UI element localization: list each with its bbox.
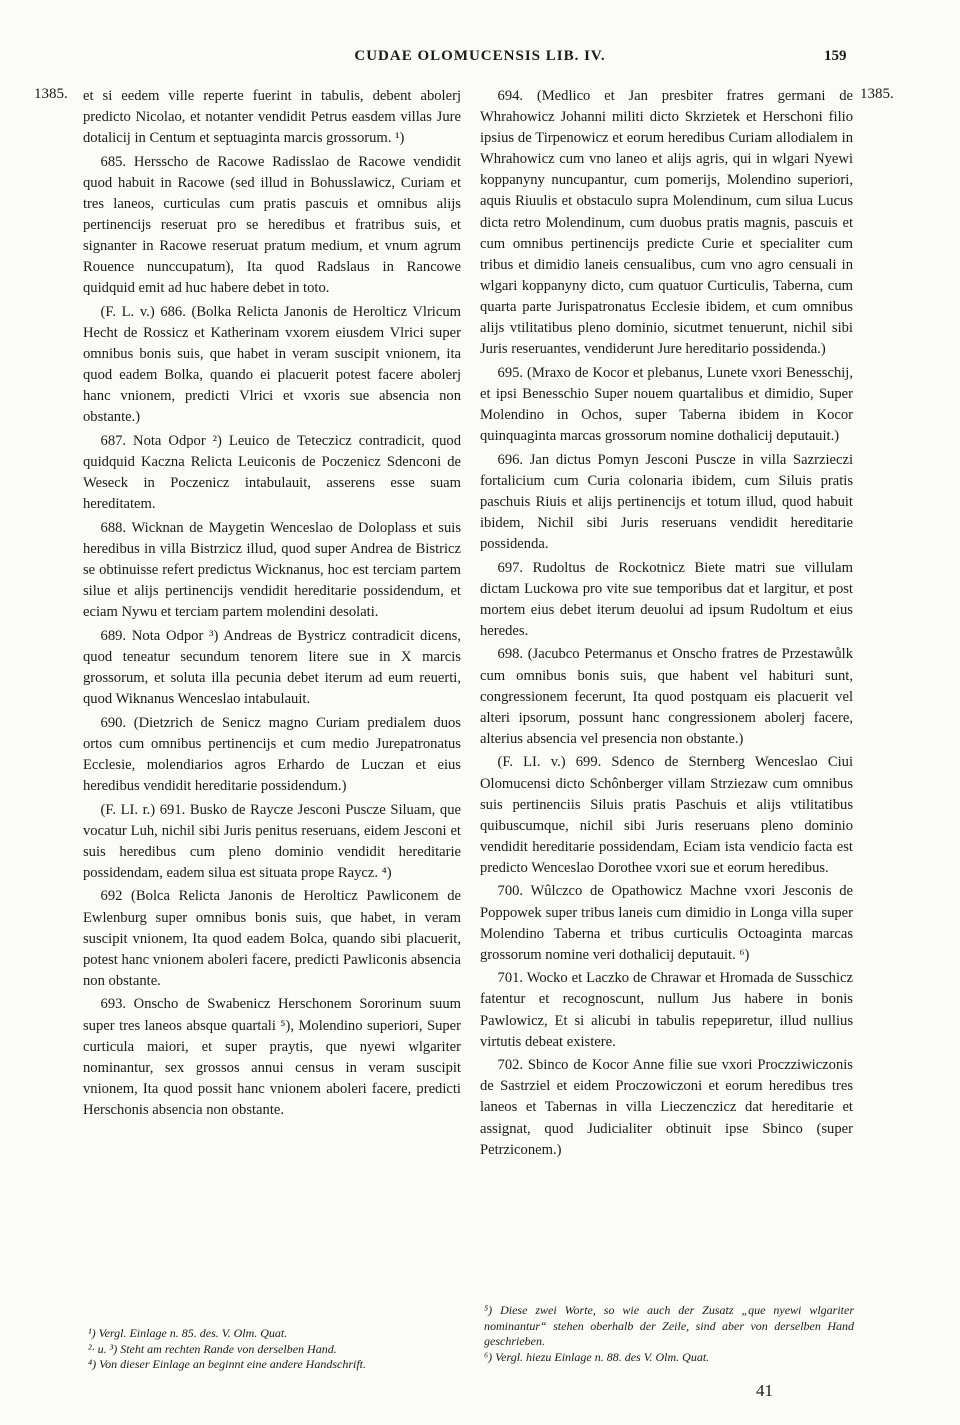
entry-paragraph: (F. LI. v.) 699. Sdenco de Sternberg Wenceslao Ciui Olomucensi dicto Schônberger villam Strziezaw cum omnibus suis pertinenciis Siluis pratis Paschuis et alijs vtilitatibus quibuscumque, nichil sibi Juris reseruans pleno dominio vendidit hereditarie possidendam, Eciam ista vendicio facta est predicto Wenceslao Dorothee vxori sue et eorum heredibus. <box>480 754 853 876</box>
footnote: ⁴) Von dieser Einlage an beginnt eine andere Handschrift. <box>88 1357 367 1371</box>
entry-paragraph: 701. Wocko et Laczko de Chrawar et Hromada de Susschicz fatentur et recognoscunt, nullum Jus habere in bonis Pawlowicz, Et si alicubi in tabulis repериretur, illud nullius virtutis debeat existere. <box>480 970 853 1050</box>
entry-paragraph: 700. Wûlczco de Opathowicz Machne vxori Jesconis de Poppowek super tribus laneis cum dimidio in Longa villa super Molendino Taberna et tribus curticulis Octoaginta marcas grossorum nomine veri dothalicij deputauit. ⁶) <box>480 883 853 963</box>
entry-paragraph: 692 (Bolca Relicta Janonis de Herolticz Pawliconem de Ewlenburg super omnibus bonis suis, que habet, in veram suscipit vnionem, Ita quod eadem Bolca, quando sibi placuerit, potest hanc vnionem aboleri facere, predicti Pawliconis absencia non obstante. <box>83 888 461 989</box>
entry-paragraph: (F. L. v.) 686. (Bolka Relicta Janonis de Herolticz Vlricum Hecht de Rossicz et Katherinam vxorem eiusdem Vlrici super omnibus bonis suis, que habet in veram suscipit vnionem, ita quod eadem Bolka, quando ei placuerit potest facere abolerj hanc vnionem, predicti Vlrici et vxoris sue absencia non obstante.) <box>83 303 461 426</box>
footnotes-left <box>88 1326 463 1373</box>
entry-paragraph: 689. Nota Odpor ³) Andreas de Bystricz contradicit dicens, quod teneatur secundum tenorem litere sue in X marcis grossorum, et soluta illa pecunia debet iterum ad eum reuerti, quod Wiknanus Wenceslao intabulauit. <box>83 627 461 708</box>
entry-paragraph: 697. Rudoltus de Rockotnicz Biete matri sue villulam dictam Luckowa pro vite sue temporibus dat et largitur, et post mortem eius debet iterum deuolui ad ipsum Rudoltum et eius heredes. <box>480 559 853 639</box>
right-column <box>480 86 853 1163</box>
page-number: 159 <box>824 48 847 64</box>
entry-paragraph: 685. Hersscho de Racowe Radisslao de Racowe vendidit quod habuit in Racowe (sed illud in Bohusslawicz, Curiam et tres laneos, curticulas cum pratis pascuis et omnibus alijs pertinencijs reseruat pro se heredibus et fratribus suis, et signanter in Racowe reseruat pratum medium, et vnum agrum Rouence nunccupatum), Ita quod Radslaus in Rancowe quidquid emit ad huc habere debet in toto. <box>83 153 461 297</box>
entry-paragraph: 687. Nota Odpor ²) Leuico de Teteczicz contradicit, quod quidquid Kaczna Relicta Leuiconis de Poczenicz Sdenconi de Weseck in Poczenicz intabulauit, asserens esse suam hereditatem. <box>83 433 461 513</box>
entry-paragraph: 694. (Medlico et Jan presbiter fratres germani de Whrahowicz Johanni militi dicto Skrzietek et Herschoni filio ipsius de Tirpenowicz et eorum heredibus Curiam allodialem in Whrahowicz cum vno laneo et alijs agris, qui in wlgari Nyewi koppanyny nuncupantur, cum pomerijs, Molendino superiori, aquis Riuulis et obstaculo supra Molendinum, cum silua Lucus dicta retro Molendinum, cum duobus pratis magnis, pascuis et cum omnibus pertinencijs predicte Curie et specialiter cum tribus et dimidio laneis censualibus, cum vno agro censuali in wlgari koppanyny dicto, cum quatuor Curticulis, Taberna, cum quarta parte Jurispatronatus Ecclesie ibidem, et cum omnibus alijs vtilitatibus pleno dominio, sicutmet tenuerunt, nichil sibi Juris reseruantes, vendiderunt Jure hereditario possidenda.) <box>480 88 853 358</box>
entry-paragraph: 690. (Dietzrich de Senicz magno Curiam predialem duos ortos cum omnibus pertinencijs et cum medio Jurepatronatus Ecclesie, molendiarios agros Erhardo de Luczan et eius heredibus vendidit hereditarie possidendum.) <box>83 714 461 794</box>
entry-paragraph: (F. LI. r.) 691. Busko de Raycze Jesconi Puscze Siluam, que vocatur Luh, nichil sibi Juris penitus reseruans, eidem Jesconi et suis heredibus cum pleno dominio vendidit hereditarie possidendam, eadem silua est situata prope Raycz. ⁴) <box>83 801 461 881</box>
footnote: ⁵) Diese zwei Worte, so wie auch der Zusatz „que nyewi wlgariter nominantur“ stehen oberhalb der Zeile, sind aber von derselben Hand geschrieben. <box>484 1303 854 1348</box>
signature-mark: 41 <box>756 1381 773 1400</box>
margin-year-left: 1385. <box>34 86 68 102</box>
footnotes-right <box>484 1303 854 1365</box>
entry-paragraph: 688. Wicknan de Maygetin Wenceslao de Doloplass et suis heredibus in villa Bistrzicz illud, quod super Andrea de Bistricz se obtinuisse refert predictus Wicknanus, hoc est terciam partem silue et alijs pertinencijs vendidit hereditarie possidendum, et eciam Nywu et terciam partem molendini desolati. <box>83 519 461 621</box>
left-column <box>83 86 461 1124</box>
margin-year-right: 1385. <box>860 86 894 102</box>
running-header-title: CUDAE OLOMUCENSIS LIB. IV. <box>354 48 606 64</box>
footnote: ²· u. ³) Steht am rechten Rande von derselben Hand. <box>88 1341 337 1356</box>
footnote: ⁶) Vergl. hiezu Einlage n. 88. des V. Olm. Quat. <box>484 1349 710 1364</box>
entry-paragraph: 696. Jan dictus Pomyn Jesconi Puscze in villa Sazrzieczi fortalicium cum Curia colonaria ibidem, cum Siluis pratis paschuis Riuis et alijs pertinencijs et totum illud, quod habuit ibidem, Nichil sibi Juris reseruans vendidit hereditarie possidenda. <box>480 451 853 552</box>
entry-paragraph: et si eedem ville reperte fuerint in tabulis, debent abolerj predicto Nicolao, et notanter vendidit Petrus easdem villas Jure dotalicij in Centum et septuaginta marcis grossorum. ¹) <box>83 88 461 147</box>
entry-paragraph: 698. (Jacubco Petermanus et Onscho fratres de Przestawůlk cum omnibus bonis suis, que habent vel habituri sunt, congressionem fecerunt, Ita quod postquam eis placuerit vel alteri ipsorum, possunt hanc congressionem abolerj facere, alterius absencia vel presencia non obstante.) <box>480 646 853 747</box>
entry-paragraph: 702. Sbinco de Kocor Anne filie sue vxori Proczziwiczonis de Sastrziel et eidem Proczowiczoni et eorum heredibus tres laneos et Tabernas in villa Lieczenczicz dat hereditarie et assignat, quod Judicialiter obtinuit ipse Sbinco (super Petrziconem.) <box>480 1057 853 1158</box>
entry-paragraph: 695. (Mraxo de Kocor et plebanus, Lunete vxori Benesschij, et ipsi Benesschio Super nouem quartalibus et dimidio, Super Molendino in Ochos, super Taberna ibidem in Kocor quinquaginta marcas grossorum nomine dothalicij deputauit.) <box>480 364 853 444</box>
entry-paragraph: 693. Onscho de Swabenicz Herschonem Sororinum suum super tres laneos absque quartali ⁵), Molendino superiori, Super curticula maiori, et super praytis, que nyewi wlgariter nominantur, sex grossos annui census in veram suscipit vnionem, Ita quod possit hanc vnionem aboleri facere, predicti Herschonis absencia non obstante. <box>83 996 461 1118</box>
footnote: ¹) Vergl. Einlage n. 85. des. V. Olm. Quat. <box>88 1326 288 1340</box>
